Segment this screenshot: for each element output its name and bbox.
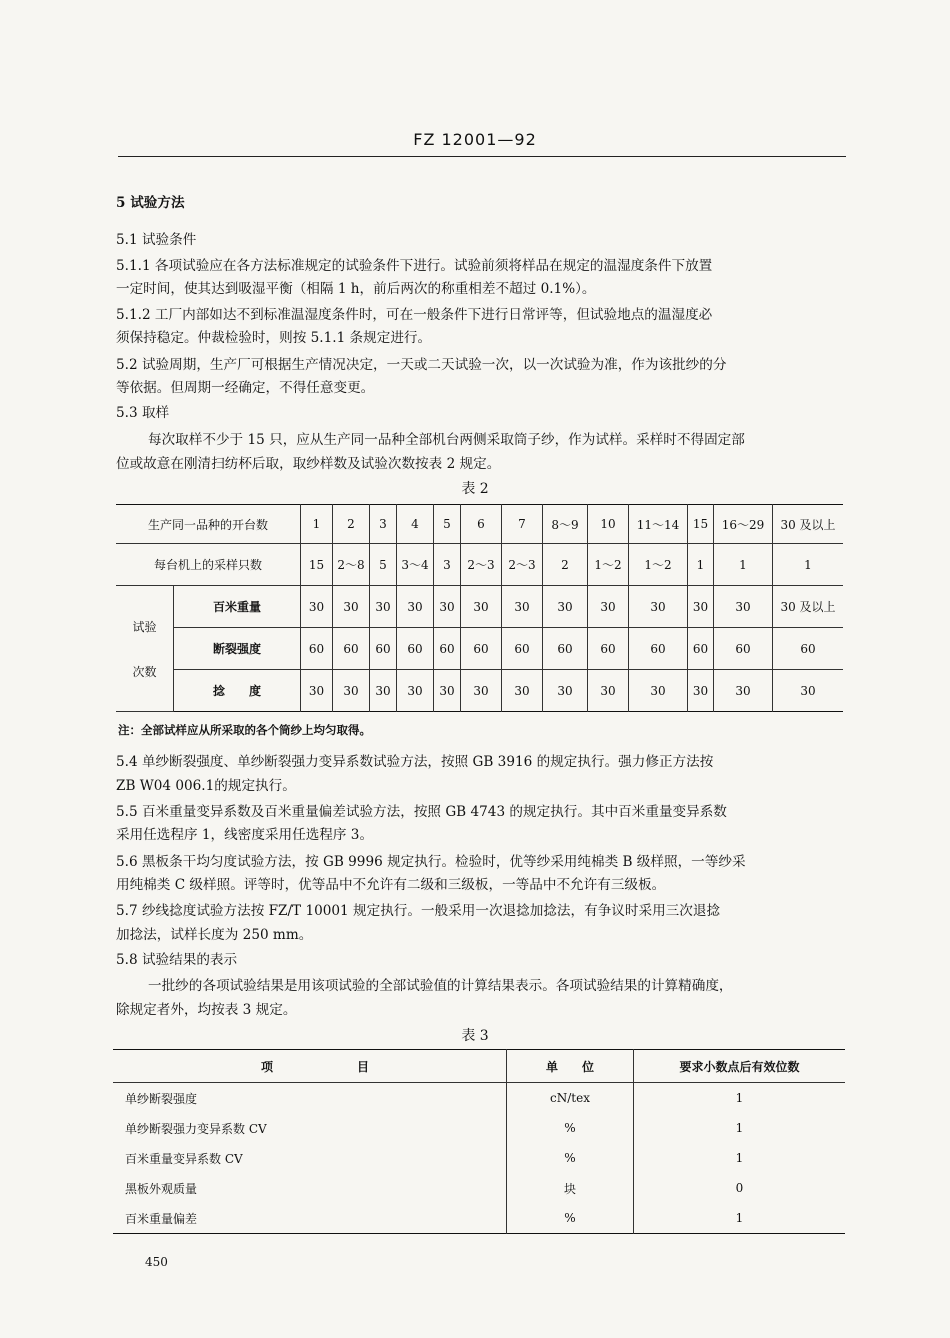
table-cell: 百米重量 [174,586,301,628]
table-cell: 30 [629,670,688,712]
table-cell: 30 [461,586,502,628]
table-cell: 2 [333,505,370,544]
text-line: 须保持稳定。仲裁检验时，则按 5.1.1 条规定进行。 [116,330,432,346]
table-cell: 断裂强度 [174,628,301,670]
table-row [113,1083,845,1114]
table-cell: 1～2 [588,544,629,586]
table-cell: 30 [588,670,629,712]
table-cell: 3 [370,505,397,544]
text-line: 5.7 纱线捻度试验方法按 FZ/T 10001 规定执行。一般采用一次退捻加捻法，有争议时采用三次退捻 [116,903,721,919]
table-cell: 30 [397,670,434,712]
table-cell: 60 [714,628,773,670]
table-cell: 1 [773,544,844,586]
table-row [116,544,843,586]
text-line: 5 试验方法 [116,195,185,211]
table-cell: 1 [634,1083,846,1114]
table-row [113,1173,845,1203]
table-cell: 1 [714,544,773,586]
table-cell: 黑板外观质量 [125,1181,198,1196]
table-cell: 60 [301,628,333,670]
table-cell: 30 [434,670,461,712]
table-cell: 30 [773,670,844,712]
group-label-line: 试验 [132,619,157,634]
page-number: 450 [145,1255,168,1269]
table-cell: 60 [434,628,461,670]
table-cell: 1 [634,1113,846,1143]
table-row [113,1143,845,1173]
table-cell: 30 [370,670,397,712]
table-cell: 2 [543,544,588,586]
table-cell: 5 [434,505,461,544]
table-cell: cN/tex [507,1083,634,1114]
table-cell: 1～2 [629,544,688,586]
table-cell: 4 [397,505,434,544]
table-cell: 7 [502,505,543,544]
table-cell: 11～14 [629,505,688,544]
text-line: 5.4 单纱断裂强度、单纱断裂强力变异系数试验方法，按照 GB 3916 的规定执行。强力修正方法按 [116,754,714,770]
table-cell: % [507,1203,634,1234]
table-cell: 15 [688,505,714,544]
table-row [116,628,843,670]
table-cell: 60 [461,628,502,670]
text-line: 5.6 黑板条干均匀度试验方法，按 GB 9996 规定执行。检验时，优等纱采用纯棉类 B 级样照，一等纱采 [116,854,746,870]
text-line: 5.1.1 各项试验应在各方法标准规定的试验条件下进行。试验前须将样品在规定的温湿度条件下放置 [116,258,713,274]
column-header: 要求小数点后有效位数 [634,1050,846,1083]
table-cell: 15 [301,544,333,586]
table-cell: 30 [502,586,543,628]
table-cell: 捻 度 [174,670,301,712]
table2-note: 注：全部试样应从所采取的各个筒纱上均匀取得。 [118,723,371,737]
table-cell: 60 [773,628,844,670]
table-cell: 30 [714,586,773,628]
table-cell: 60 [688,628,714,670]
table-header-row [113,1050,845,1083]
table-cell: 30 [629,586,688,628]
table-cell: 30 [588,586,629,628]
table-cell: 3～4 [397,544,434,586]
text-line: 5.1.2 工厂内部如达不到标准温湿度条件时，可在一般条件下进行日常评等，但试验地点的温湿度必 [116,307,713,323]
table-cell: 1 [634,1143,846,1173]
precision-table [113,1049,845,1234]
text-line: 除规定者外，均按表 3 规定。 [116,1002,297,1018]
table-cell: 3 [434,544,461,586]
test-count-group-label [116,586,174,712]
table-cell: % [507,1143,634,1173]
text-line: 位或故意在刚清扫纺杯后取，取纱样数及试验次数按表 2 规定。 [116,456,501,472]
table-cell: 30 [333,670,370,712]
table-cell: 单纱断裂强度 [125,1091,198,1106]
table2-caption: 表 2 [461,481,489,497]
table-cell: 60 [333,628,370,670]
table-cell: 10 [588,505,629,544]
table-cell: 8～9 [543,505,588,544]
table-cell: 30 [333,586,370,628]
text-line: 加捻法，试样长度为 250 mm。 [116,927,313,943]
table-cell: 百米重量偏差 [125,1211,198,1226]
text-line: 5.8 试验结果的表示 [116,952,238,968]
table-row [113,1113,845,1143]
table-cell: 60 [629,628,688,670]
table-cell: 30 [301,670,333,712]
table-row [113,1203,845,1234]
table-cell: 30 [714,670,773,712]
table-cell: 1 [634,1203,846,1234]
table-cell: 30 [461,670,502,712]
text-line: 5.2 试验周期，生产厂可根据生产情况决定，一天或二天试验一次，以一次试验为准，作为该批纱的分 [116,357,727,373]
table-cell: 块 [507,1173,634,1203]
table-cell: 生产同一品种的开台数 [116,505,301,544]
sampling-table [116,504,843,712]
table-cell: 30 [688,586,714,628]
table-cell: 6 [461,505,502,544]
text-line: 等依据。但周期一经确定，不得任意变更。 [116,380,375,396]
table-cell: 30 [301,586,333,628]
document-header: FZ 12001—92 [413,130,537,149]
table-cell: 5 [370,544,397,586]
text-line: 一定时间，使其达到吸湿平衡（相隔 1 h，前后两次的称重相差不超过 0.1%）。 [116,281,596,297]
table-row [116,586,843,628]
table-cell: 0 [634,1173,846,1203]
table-cell: 60 [397,628,434,670]
table-cell: 30 [502,670,543,712]
table-cell: 30 [434,586,461,628]
table-cell: 60 [502,628,543,670]
table-cell: 单纱断裂强力变异系数 CV [125,1121,267,1136]
table-row [116,505,843,544]
text-line: 5.5 百米重量变异系数及百米重量偏差试验方法，按照 GB 4743 的规定执行。其中百米重量变异系数 [116,804,727,820]
text-line: 用纯棉类 C 级样照。评等时，优等品中不允许有二级和三级板，一等品中不允许有三级板。 [116,877,666,893]
table-cell: 60 [588,628,629,670]
table-cell: 30 [543,586,588,628]
text-line: 5.3 取样 [116,405,170,421]
column-header: 项 目 [113,1050,507,1083]
table-cell: 2～3 [502,544,543,586]
table-cell: 60 [543,628,588,670]
table-cell: % [507,1113,634,1143]
table3-caption: 表 3 [461,1028,489,1044]
header-rule [118,156,846,157]
table-cell: 1 [688,544,714,586]
table-cell: 1 [301,505,333,544]
table-cell: 30 [370,586,397,628]
table-row [116,670,843,712]
text-line: 每次取样不少于 15 只，应从生产同一品种全部机台两侧采取筒子纱，作为试样。采样时不得固定部 [148,432,745,448]
table-cell: 每台机上的采样只数 [116,544,301,586]
table-cell: 30 [543,670,588,712]
table-cell: 百米重量变异系数 CV [125,1151,243,1166]
table-cell: 60 [370,628,397,670]
text-line: 一批纱的各项试验结果是用该项试验的全部试验值的计算结果表示。各项试验结果的计算精确度， [148,978,733,994]
text-line: 采用任选程序 1，线密度采用任选程序 3。 [116,827,374,843]
table-cell: 30 [688,670,714,712]
table-cell: 2～8 [333,544,370,586]
column-header: 单 位 [507,1050,634,1083]
text-line: 5.1 试验条件 [116,232,197,248]
table-cell: 30 及以上 [773,586,844,628]
table-cell: 16～29 [714,505,773,544]
text-line: ZB W04 006.1的规定执行。 [116,778,296,794]
table-cell: 2～3 [461,544,502,586]
group-label-line: 次数 [132,664,157,679]
table-cell: 30 [397,586,434,628]
table-cell: 30 及以上 [773,505,844,544]
